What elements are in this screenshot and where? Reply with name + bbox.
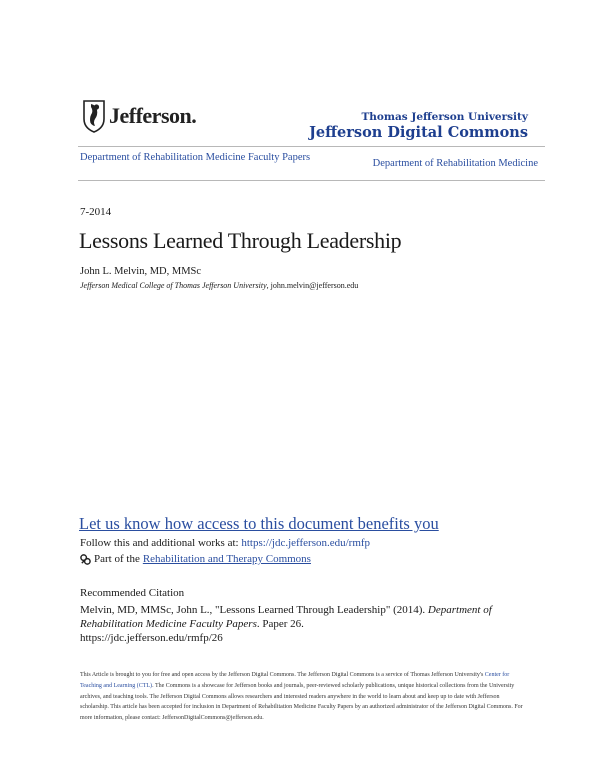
follow-line (80, 537, 370, 549)
citation-main: Melvin, MD, MMSc, John L., "Lessons Learned Through Leadership" (2014). (80, 604, 428, 616)
part-of-label: Part of the (94, 553, 140, 565)
article-title: Lessons Learned Through Leadership (79, 228, 402, 253)
top-divider (78, 146, 545, 147)
author-email[interactable]: , john.melvin@jefferson.edu (266, 281, 359, 290)
repository-header (309, 110, 528, 142)
part-of-line (80, 553, 311, 565)
author-affiliation (80, 281, 358, 290)
jefferson-crest-icon (82, 99, 106, 133)
publication-date: 7-2014 (80, 206, 112, 218)
collection-link-right[interactable]: Department of Rehabilitation Medicine (372, 158, 538, 169)
citation-heading: Recommended Citation (80, 587, 185, 599)
author-name: John L. Melvin, MD, MMSc (80, 266, 202, 277)
affiliation-institution: Jefferson Medical College of Thomas Jefferson University (80, 281, 267, 290)
citation-paper: . Paper 26. (256, 618, 304, 630)
benefit-feedback-link[interactable]: Let us know how access to this document benefits you (79, 514, 439, 533)
commons-link[interactable]: Rehabilitation and Therapy Commons (142, 553, 311, 565)
bepress-network-icon (80, 554, 91, 565)
ctl-link[interactable]: Center for Teaching and Learning (CTL) (80, 672, 510, 689)
citation-series: Department of Rehabilitation Medicine Faculty Papers (80, 604, 492, 630)
citation-text (80, 603, 525, 645)
collection-link-left[interactable]: Department of Rehabilitation Medicine Faculty Papers (80, 152, 311, 163)
institution-name[interactable]: Thomas Jefferson University (361, 111, 528, 123)
bottom-divider (78, 180, 545, 181)
collection-url-link[interactable]: https://jdc.jefferson.edu/rmfp (241, 537, 371, 549)
footer-text-2: . The Commons is a showcase for Jefferson books and journals, peer-reviewed scholarly publications, unique historical collections from the University archives, and teaching tools. The Jefferson Digital Commons allows researchers and interested readers anywhere in the world to learn about and keep up to date with Jefferson scholarship. This article has been accepted for inclusion in Department of Rehabilitation Medicine Faculty Papers by an authorized administrator of the Jefferson Digital Commons. For more information, please contact: JeffersonDigitalCommons@jefferson.edu. (80, 682, 523, 722)
repository-name[interactable]: Jefferson Digital Commons (309, 124, 528, 141)
citation-url[interactable]: https://jdc.jefferson.edu/rmfp/26 (80, 632, 223, 644)
logo-wordmark: Jefferson. (109, 103, 197, 128)
jefferson-logo[interactable] (82, 99, 196, 133)
follow-label: Follow this and additional works at: (80, 537, 242, 549)
footer-text-1: This Article is brought to you for free and open access by the Jefferson Digital Commons. The Jefferson Digital Commons is a service of Thomas Jefferson University's (80, 672, 485, 678)
footer-notice (80, 670, 528, 724)
